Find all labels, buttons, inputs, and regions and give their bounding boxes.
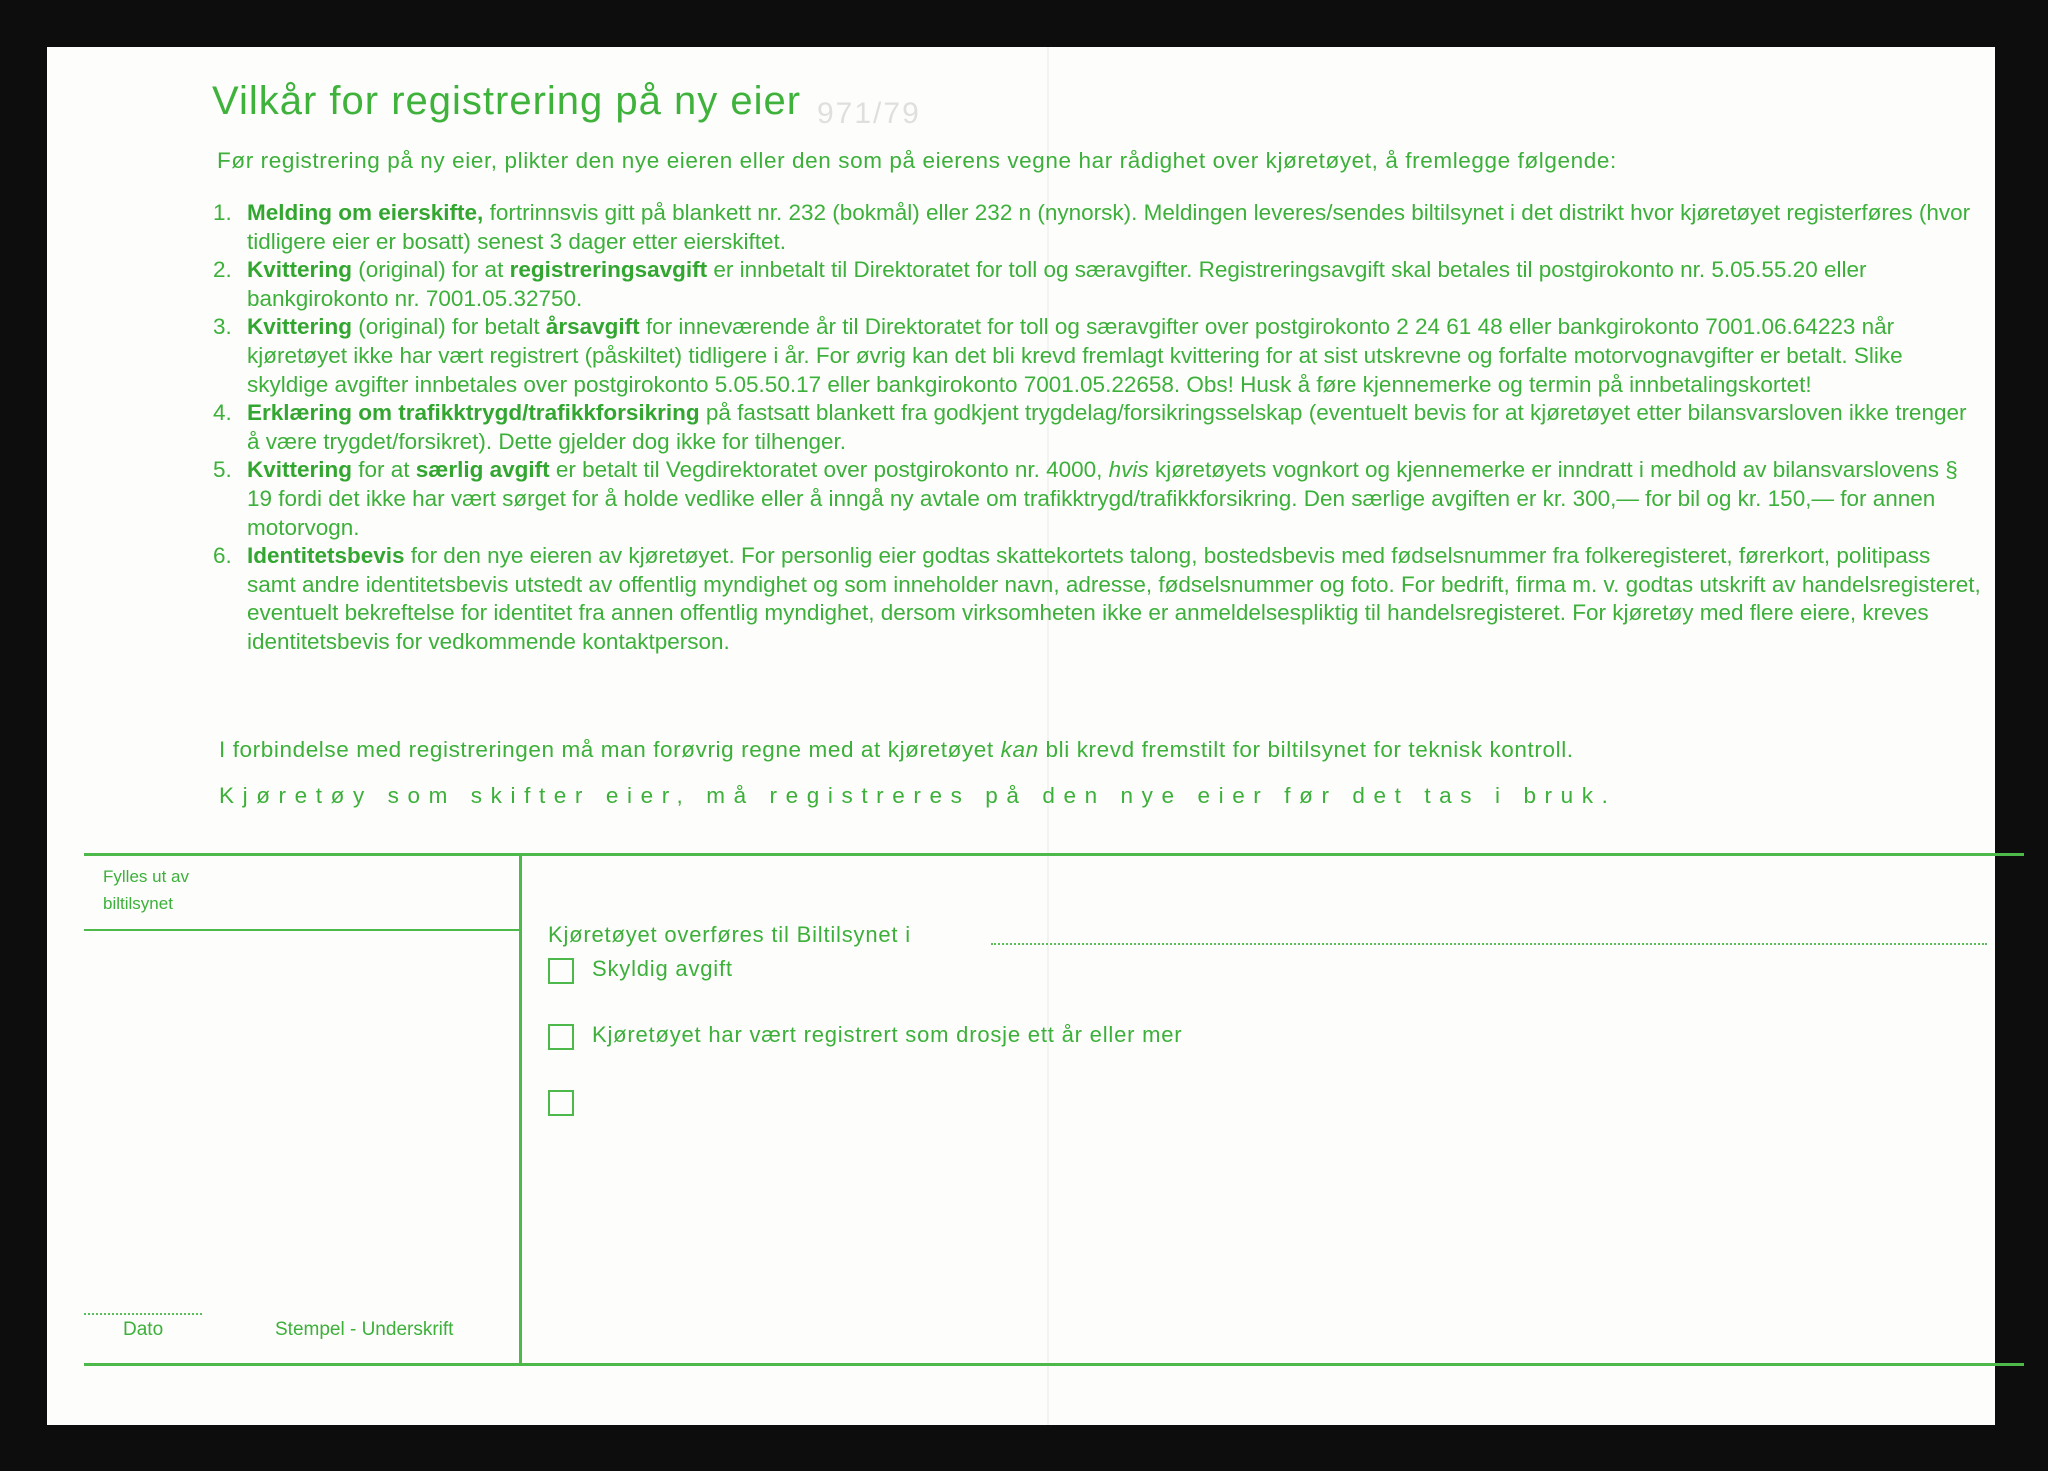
note-italic: kan [1000,737,1039,762]
dato-dotted-line [84,1313,202,1315]
item-text: (original) for at [352,257,510,283]
item-text: fortrinnsvis gitt på blankett nr. 232 (bokmål) eller 232 n (nynorsk). Meldingen leveres/sendes biltilsynet i det distrikt hvor kjøretøyet registerføres (hvor tidligere eier er bosatt) senest 3 dager etter eierskiftet. [247,200,1971,254]
item-bold: Kvittering [247,457,353,483]
fylles-rule [84,929,519,931]
transfer-label: Kjøretøyet overføres til Biltilsynet i [548,922,911,947]
item-text: er innbetalt til Direktoratet for toll og særavgifter. Registreringsavgift skal betales til postgirokonto nr. 5.05.55.20 eller bankgirokonto nr. 7001.05.32750. [247,257,1867,311]
stempel-label: Stempel - Underskrift [275,1319,454,1340]
skyldig-avgift-checkbox[interactable] [548,958,574,984]
form-card [47,47,1995,1425]
form-bottom-rule [84,1363,2024,1366]
requirement-item [213,542,1983,656]
dato-label: Dato [123,1319,164,1340]
item-italic: hvis [1108,457,1149,483]
form-title: Vilkår for registrering på ny eier [212,79,802,123]
faint-stamp-mark: 971/79 [817,97,921,130]
requirement-item [213,399,1983,456]
item-bold: Kvittering [247,257,353,283]
item-number: 2. [213,257,232,283]
item-bold: Kvittering [247,314,353,340]
item-text: kjøretøyets vognkort og kjennemerke er inndratt i medhold av bilansvarslovens § 19 fordi det ikke har vært sørget for å holde vedlike eller å inngå ny avtale om trafikktrygd/trafikkforsikring. Den særlige avgiften er kr. 300,— for bil og kr. 150,— for annen motorvogn. [247,457,1958,540]
item-bold: Melding om eierskifte, [247,200,484,225]
fylles-label-line2: biltilsynet [103,894,173,913]
item-bold: Erklæring om trafikktrygd/trafikkforsikring [247,400,700,426]
item-number: 6. [213,543,232,569]
item-text: (original) for betalt [352,314,546,340]
requirement-item [213,256,1983,313]
transfer-input-line[interactable] [991,943,1987,945]
skyldig-avgift-label: Skyldig avgift [592,956,733,981]
requirement-item [213,456,1983,542]
drosje-label: Kjøretøyet har vært registrert som drosje ett år eller mer [592,1022,1183,1047]
fylles-label-line1: Fylles ut av [103,867,189,886]
requirement-item [213,313,1983,399]
blank-checkbox[interactable] [548,1090,574,1116]
item-bold: særlig avgift [415,457,550,483]
item-number: 4. [213,400,232,426]
item-text: er betalt til Vegdirektoratet over postgirokonto nr. 4000, [549,457,1109,483]
note-text: bli krevd fremstilt for biltilsynet for teknisk kontroll. [1038,737,1574,762]
item-number: 1. [213,200,232,225]
item-text: for den nye eieren av kjøretøyet. For personlig eier godtas skattekortets talong, bostedsbevis med fødselsnummer fra folkeregisteret, førerkort, politipass samt andre identitetsbevis utstedt av offentlig myndighet og som inneholder navn, adresse, fødselsnummer og foto. For bedrift, firma m. v. godtas utskrift av handelsregisteret, eventuelt bekreftelse for identitet fra annen offentlig myndighet, dersom virksomheten ikke er anmeldelsespliktig til handelsregisteret. For kjøretøy med flere eiere, kreves identitetsbevis for vedkommende kontaktperson. [247,543,1981,654]
spaced-notice: Kjøretøy som skifter eier, må registreres på den nye eier før det tas i bruk. [219,783,1617,808]
item-number: 5. [213,457,232,483]
item-bold: Identitetsbevis [247,543,405,569]
requirement-item [213,199,1983,256]
form-top-rule [84,853,2024,856]
intro-text: Før registrering på ny eier, plikter den nye eieren eller den som på eierens vegne har rådighet over kjøretøyet, å fremlegge følgende: [217,148,1617,173]
form-divider [519,853,522,1366]
requirements-list [213,199,1983,657]
drosje-checkbox[interactable] [548,1024,574,1050]
item-text: for inneværende år til Direktoratet for toll og særavgifter over postgirokonto 2 24 61 48 eller bankgirokonto 7001.06.64223 når kjøretøyet ikke har vært registrert (påskiltet) tidligere i år. For øvrig kan det bli krevd fremlagt kvittering for at sist utskrevne og forfalte motorvognavgifter er betalt. Slike skyldige avgifter innbetales over postgirokonto 5.05.50.17 eller bankgirokonto 7001.05.22658. Obs! Husk å føre kjennemerke og termin på innbetalingskortet! [247,314,1903,397]
item-text: på fastsatt blankett fra godkjent trygdelag/forsikringsselskap (eventuelt bevis for at kjøretøyet etter bilansvarsloven ikke trenger å være trygdet/forsikret). Dette gjelder dog ikke for tilhenger. [247,400,1967,454]
item-number: 3. [213,314,232,340]
inspection-note [219,737,1574,763]
item-bold: registreringsavgift [509,257,708,283]
note-text: I forbindelse med registreringen må man forøvrig regne med at kjøretøyet [219,737,1001,762]
item-text: for at [352,457,416,483]
item-bold: årsavgift [545,314,640,340]
